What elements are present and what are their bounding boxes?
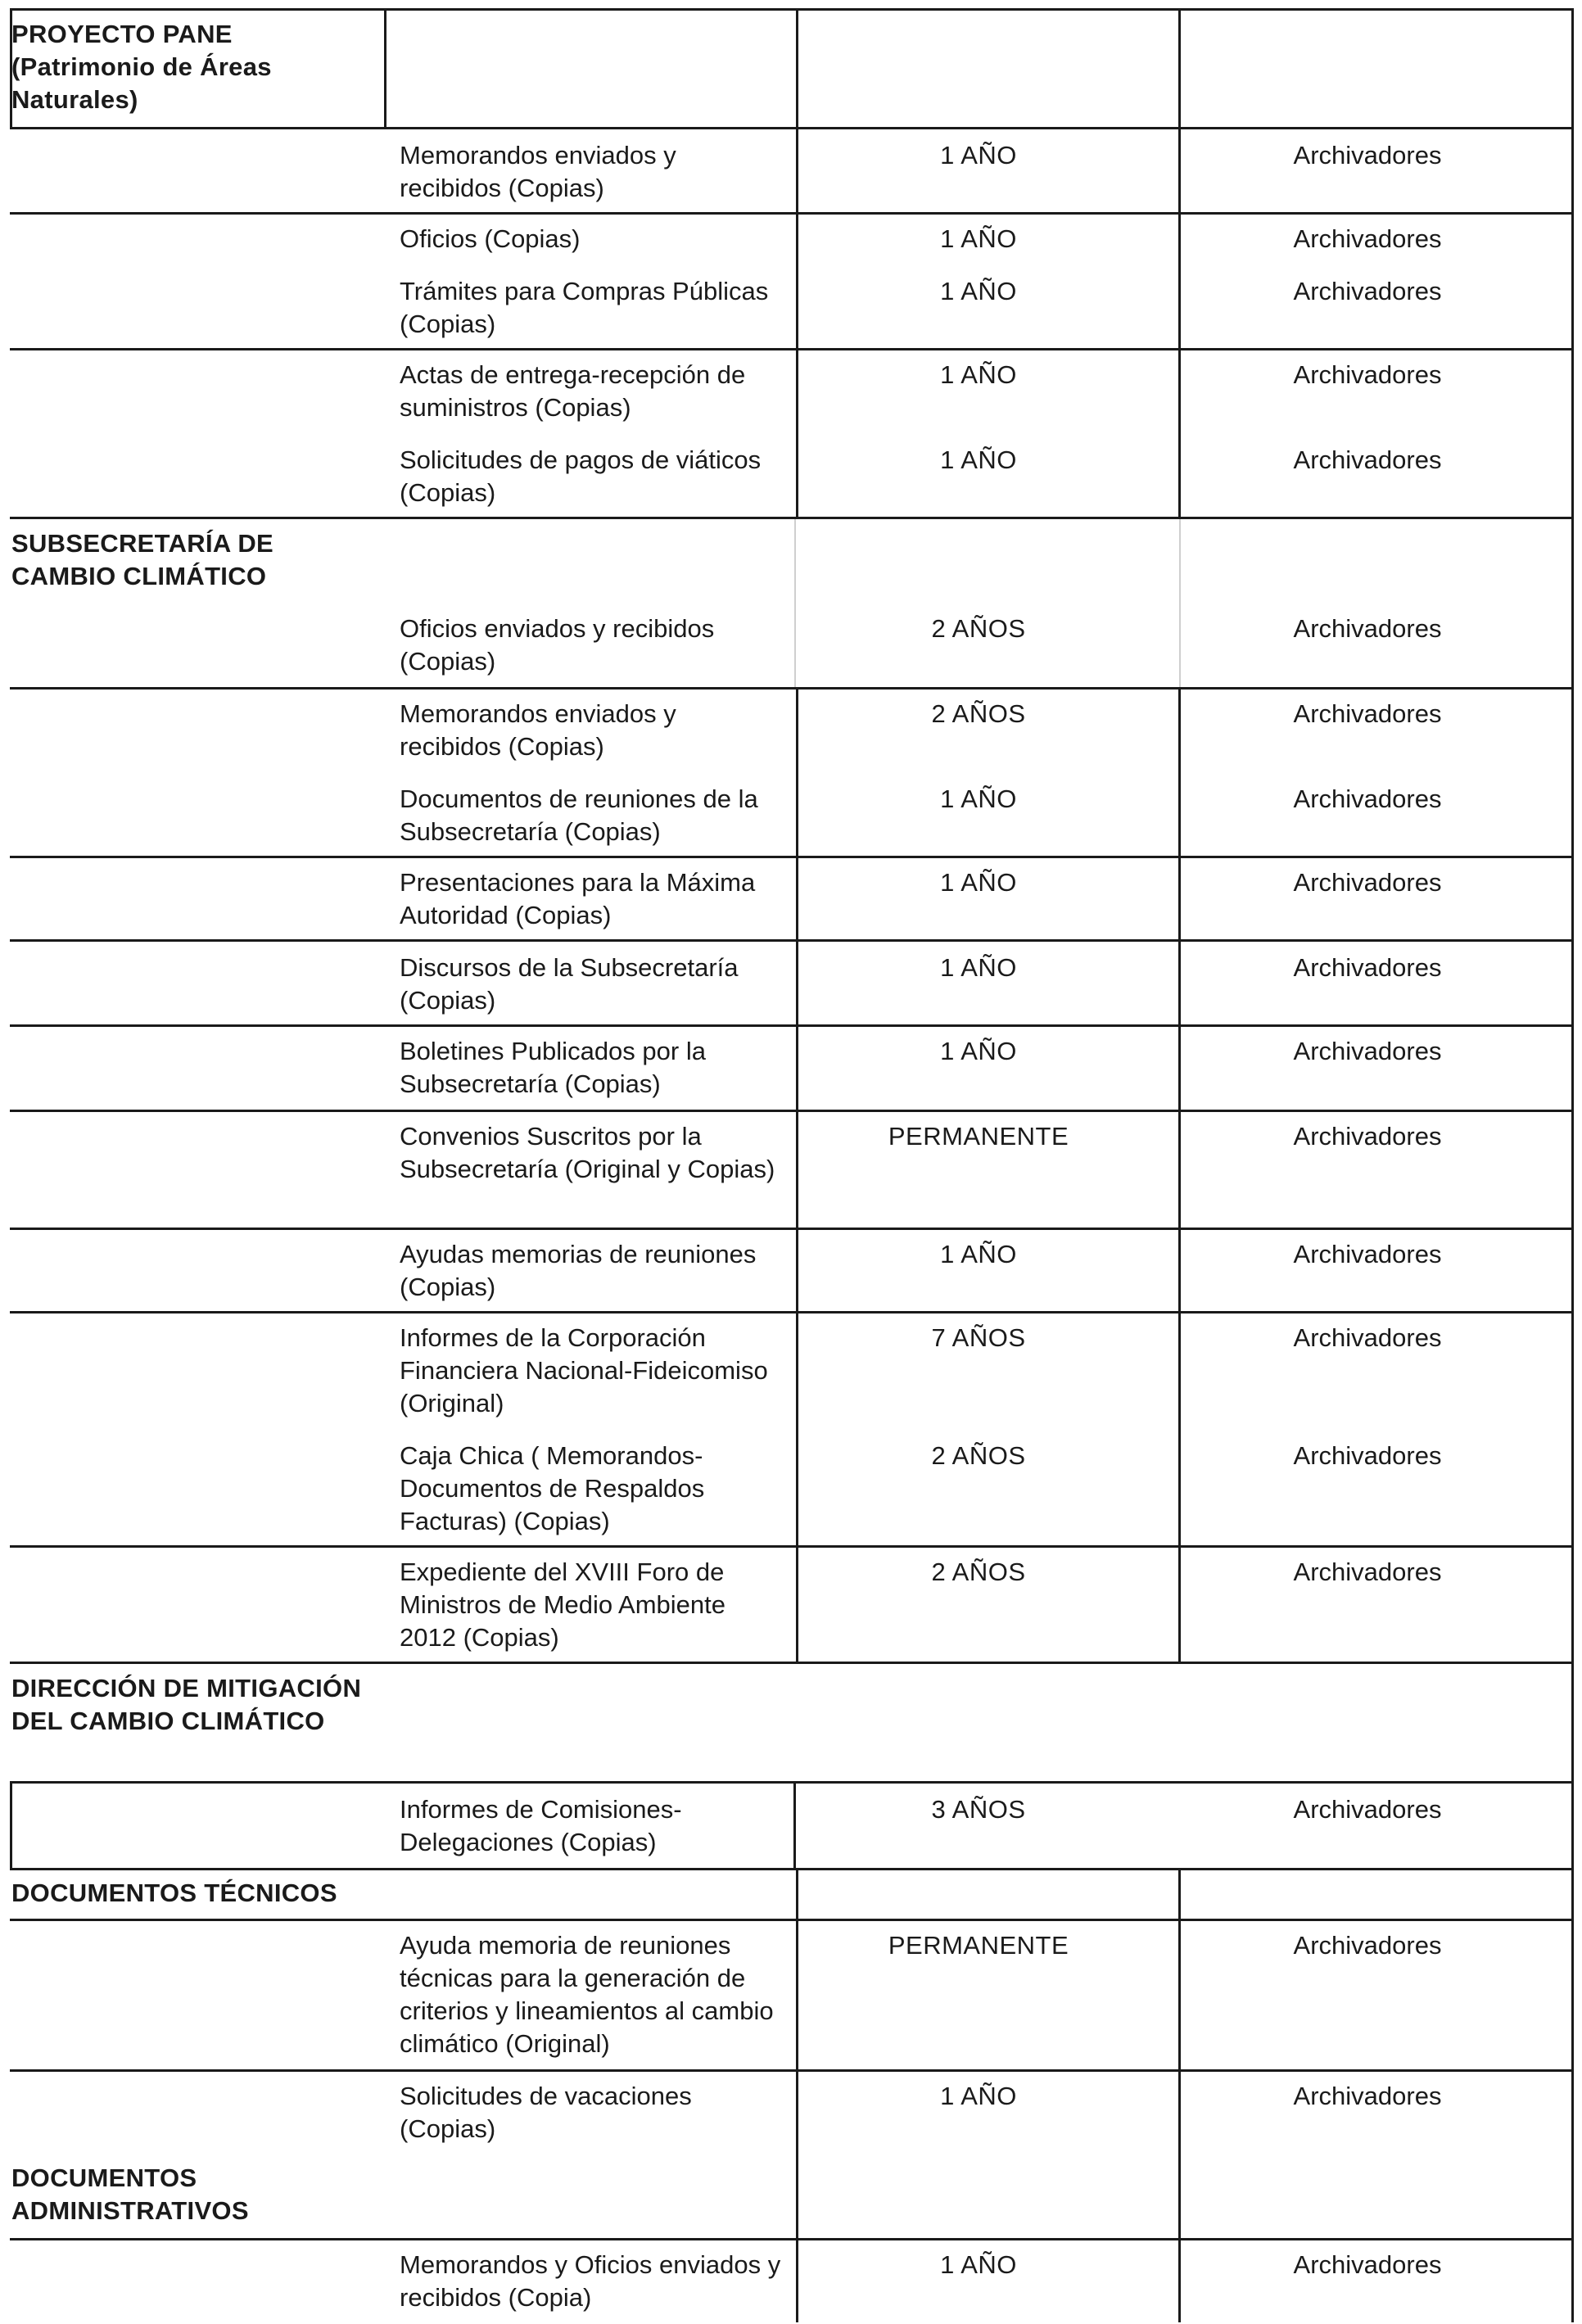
document-name: Oficios (Copias) bbox=[400, 224, 581, 253]
storage-location: Archivadores bbox=[1293, 953, 1442, 982]
table-cell bbox=[1181, 1870, 1574, 1919]
storage-location: Archivadores bbox=[1293, 1441, 1442, 1470]
storage-location: Archivadores bbox=[1293, 1931, 1442, 1960]
retention-period: 2 AÑOS bbox=[931, 1558, 1026, 1586]
document-name: Presentaciones para la Máxima Autoridad (Copias) bbox=[400, 868, 756, 929]
retention-period: 1 AÑO bbox=[940, 141, 1017, 170]
section-title-pane: PROYECTO PANE (Patrimonio de Áreas Naturales) bbox=[11, 20, 272, 114]
storage-location: Archivadores bbox=[1293, 360, 1442, 389]
table-cell bbox=[796, 519, 1181, 687]
document-name: Discursos de la Subsecretaría (Copias) bbox=[400, 953, 739, 1015]
retention-period: 2 AÑOS bbox=[931, 1441, 1026, 1470]
storage-location: Archivadores bbox=[1293, 277, 1442, 305]
document-name: Memorandos enviados y recibidos (Copias) bbox=[400, 699, 676, 761]
retention-period: 1 AÑO bbox=[940, 2250, 1017, 2279]
section-title-documentos-tecnicos: DOCUMENTOS TÉCNICOS bbox=[11, 1879, 337, 1907]
retention-period: 1 AÑO bbox=[940, 1240, 1017, 1268]
retention-period: 1 AÑO bbox=[940, 360, 1017, 389]
storage-location: Archivadores bbox=[1293, 1795, 1442, 1824]
document-name: Caja Chica ( Memorandos-Documentos de Respaldos Facturas) (Copias) bbox=[400, 1441, 705, 1535]
storage-location: Archivadores bbox=[1293, 1037, 1442, 1065]
storage-location: Archivadores bbox=[1293, 1558, 1442, 1586]
retention-period: 1 AÑO bbox=[940, 868, 1017, 897]
table-cell bbox=[1181, 11, 1574, 127]
document-name: Convenios Suscritos por la Subsecretaría (Original y Copias) bbox=[400, 1122, 775, 1183]
table-cell bbox=[796, 11, 1181, 127]
document-name: Ayudas memorias de reuniones (Copias) bbox=[400, 1240, 757, 1301]
document-name: Memorandos enviados y recibidos (Copias) bbox=[400, 141, 676, 202]
storage-location: Archivadores bbox=[1293, 141, 1442, 170]
storage-location: Archivadores bbox=[1293, 1122, 1442, 1151]
table-cell bbox=[796, 1870, 1181, 1919]
document-name: Trámites para Compras Públicas (Copias) bbox=[400, 277, 769, 338]
document-name: Solicitudes de pagos de viáticos (Copias) bbox=[400, 445, 762, 507]
section-title-cambio-climatico: SUBSECRETARÍA DE CAMBIO CLIMÁTICO bbox=[11, 529, 273, 590]
storage-location: Archivadores bbox=[1293, 614, 1442, 643]
storage-location: Archivadores bbox=[1293, 2250, 1442, 2279]
storage-location: Archivadores bbox=[1293, 445, 1442, 474]
retention-period: 3 AÑOS bbox=[931, 1795, 1026, 1824]
storage-location: Archivadores bbox=[1293, 2082, 1442, 2110]
retention-period: 7 AÑOS bbox=[931, 1323, 1026, 1352]
table-cell bbox=[1181, 1664, 1574, 1781]
document-name: Informes de la Corporación Financiera Nacional-Fideicomiso (Original) bbox=[400, 1323, 768, 1417]
table-cell bbox=[1181, 519, 1574, 687]
retention-period: 1 AÑO bbox=[940, 445, 1017, 474]
storage-location: Archivadores bbox=[1293, 868, 1442, 897]
storage-location: Archivadores bbox=[1293, 224, 1442, 253]
retention-period: 1 AÑO bbox=[940, 2082, 1017, 2110]
storage-location: Archivadores bbox=[1293, 699, 1442, 728]
storage-location: Archivadores bbox=[1293, 1323, 1442, 1352]
retention-period: 1 AÑO bbox=[940, 784, 1017, 813]
document-name: Boletines Publicados por la Subsecretaría (Copias) bbox=[400, 1037, 706, 1098]
retention-period: 1 AÑO bbox=[940, 277, 1017, 305]
table-cell bbox=[386, 11, 796, 127]
document-name: Informes de Comisiones-Delegaciones (Copias) bbox=[400, 1795, 682, 1856]
document-name: Memorandos y Oficios enviados y recibidos (Copia) bbox=[400, 2250, 781, 2312]
section-title-documentos-administrativos: DOCUMENTOS ADMINISTRATIVOS bbox=[11, 2163, 249, 2225]
retention-period: 1 AÑO bbox=[940, 224, 1017, 253]
retention-period: 1 AÑO bbox=[940, 953, 1017, 982]
document-name: Expediente del XVIII Foro de Ministros de Medio Ambiente 2012 (Copias) bbox=[400, 1558, 726, 1652]
retention-period: 2 AÑOS bbox=[931, 699, 1026, 728]
retention-period: PERMANENTE bbox=[888, 1122, 1069, 1151]
storage-location: Archivadores bbox=[1293, 1240, 1442, 1268]
section-title-mitigacion: DIRECCIÓN DE MITIGACIÓN DEL CAMBIO CLIMÁTICO bbox=[11, 1674, 362, 1735]
retention-period: 2 AÑOS bbox=[931, 614, 1026, 643]
retention-period: PERMANENTE bbox=[888, 1931, 1069, 1960]
document-name: Ayuda memoria de reuniones técnicas para la generación de criterios y lineamientos al cambio climático (Original) bbox=[400, 1931, 774, 2058]
document-name: Documentos de reuniones de la Subsecretaría (Copias) bbox=[400, 784, 758, 846]
table-cell bbox=[10, 1784, 386, 1868]
document-name: Actas de entrega-recepción de suministros (Copias) bbox=[400, 360, 746, 422]
retention-period: 1 AÑO bbox=[940, 1037, 1017, 1065]
document-name: Oficios enviados y recibidos (Copias) bbox=[400, 614, 715, 676]
storage-location: Archivadores bbox=[1293, 784, 1442, 813]
document-name: Solicitudes de vacaciones (Copias) bbox=[400, 2082, 692, 2143]
